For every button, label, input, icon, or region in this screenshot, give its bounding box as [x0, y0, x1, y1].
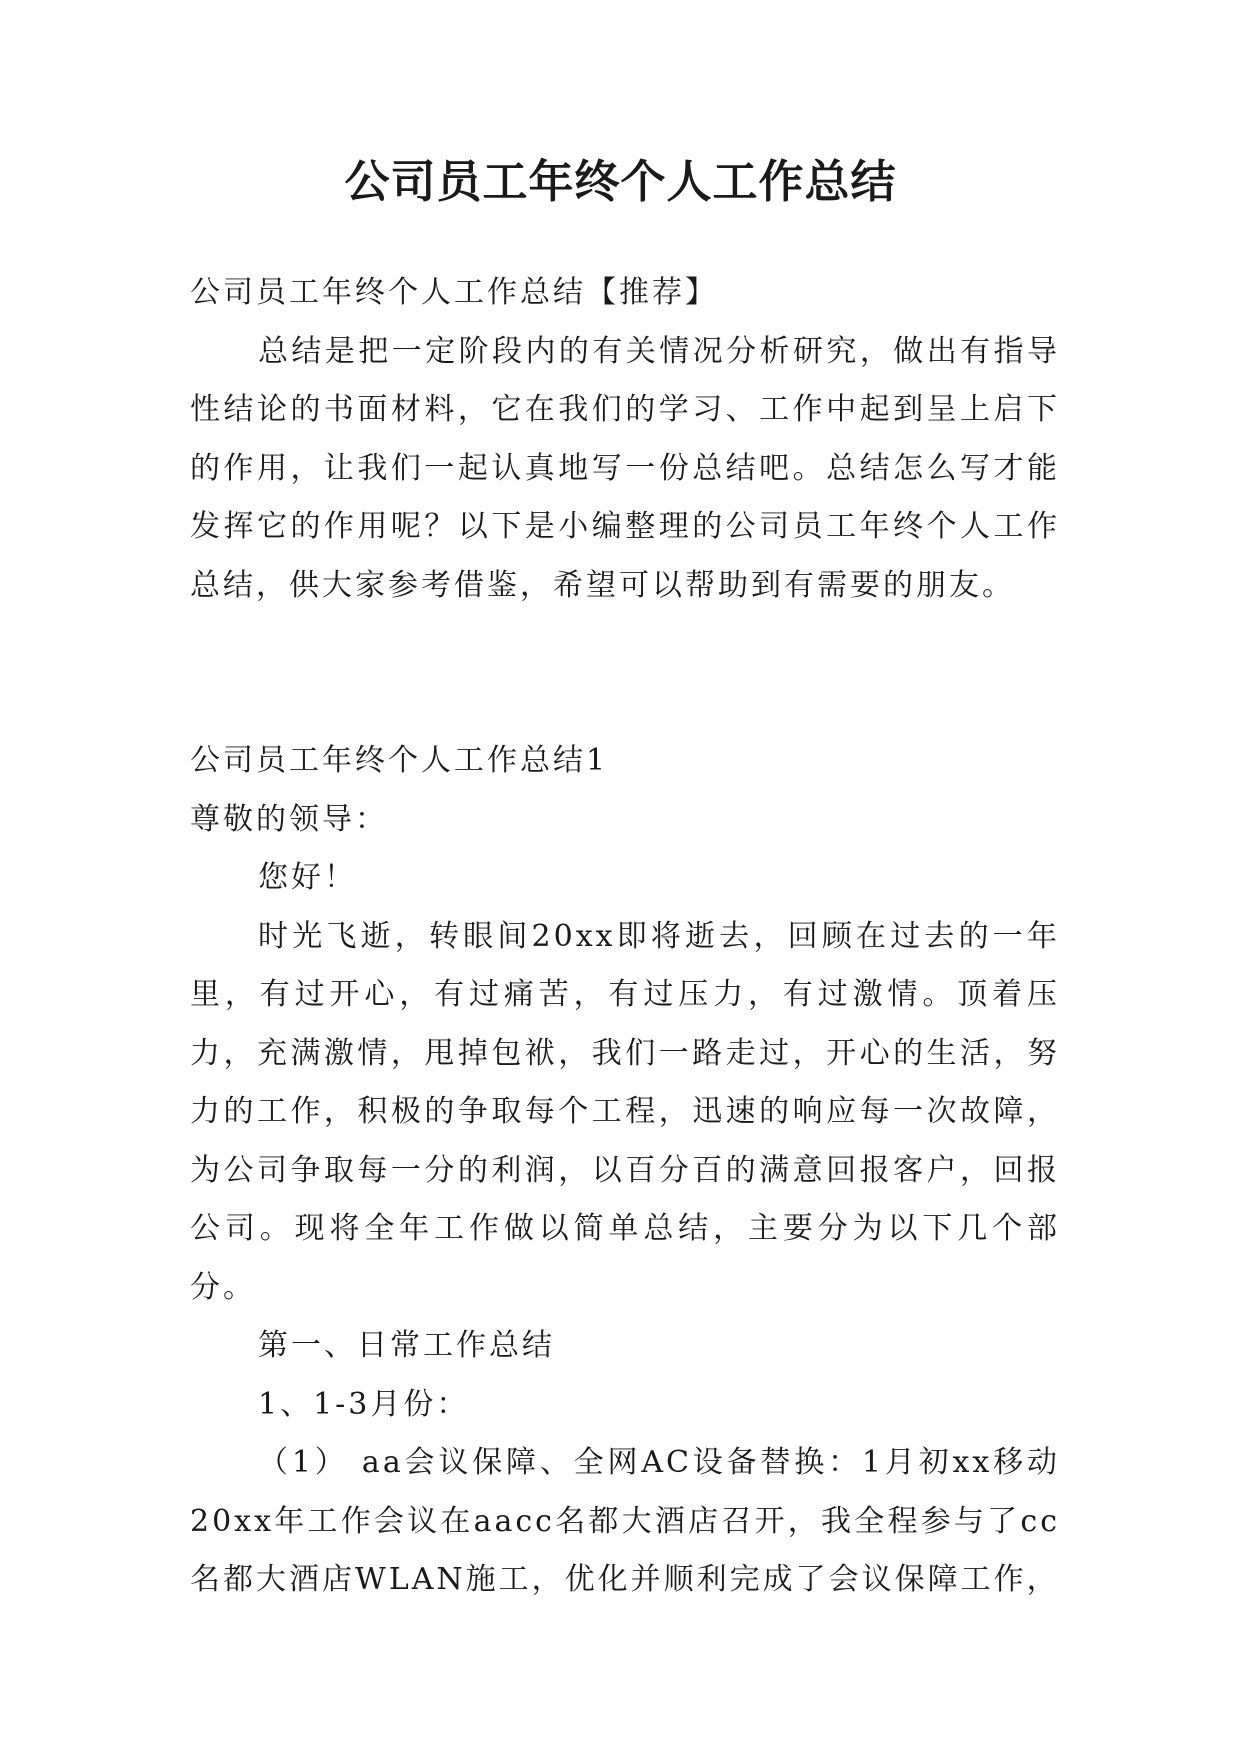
- document-title: 公司员工年终个人工作总结: [344, 155, 897, 208]
- intro-paragraph: 总结是把一定阶段内的有关情况分析研究，做出有指导性结论的书面材料，它在我们的学习、工作中起到呈上启下的作用，让我们一起认真地写一份总结吧。总结怎么写才能发挥它的作用呢？以下是小编整理的公司员工年终个人工作总结，供大家参考借鉴，希望可以帮助到有需要的朋友。: [190, 333, 1060, 603]
- body-paragraph: 时光飞逝，转眼间20xx即将逝去，回顾在过去的一年里，有过开心，有过痛苦，有过压力，有过激情。顶着压力，充满激情，甩掉包袱，我们一路走过，开心的生活，努力的工作，积极的争取每个工程，迅速的响应每一次故障，为公司争取每一分的利润，以百分百的满意回报客户，回报公司。现将全年工作做以简单总结，主要分为以下几个部分。: [190, 918, 1060, 1305]
- section-heading: 公司员工年终个人工作总结1: [190, 743, 609, 778]
- part-heading: 第一、日常工作总结: [258, 1328, 555, 1363]
- greeting: 您好！: [258, 860, 357, 895]
- section-spacer: [190, 615, 1060, 732]
- document-subtitle: 公司员工年终个人工作总结【推荐】: [190, 275, 718, 310]
- item-detail: （1） aa会议保障、全网AC设备替换：1月初xx移动20xx年工作会议在aacc名都大酒店召开，我全程参与了cc名都大酒店WLAN施工，优化并顺利完成了会议保障工作，: [190, 1445, 1060, 1597]
- salutation: 尊敬的领导：: [190, 801, 388, 837]
- document-body: [190, 264, 1060, 1610]
- item-heading: 1、1-3月份：: [258, 1386, 470, 1422]
